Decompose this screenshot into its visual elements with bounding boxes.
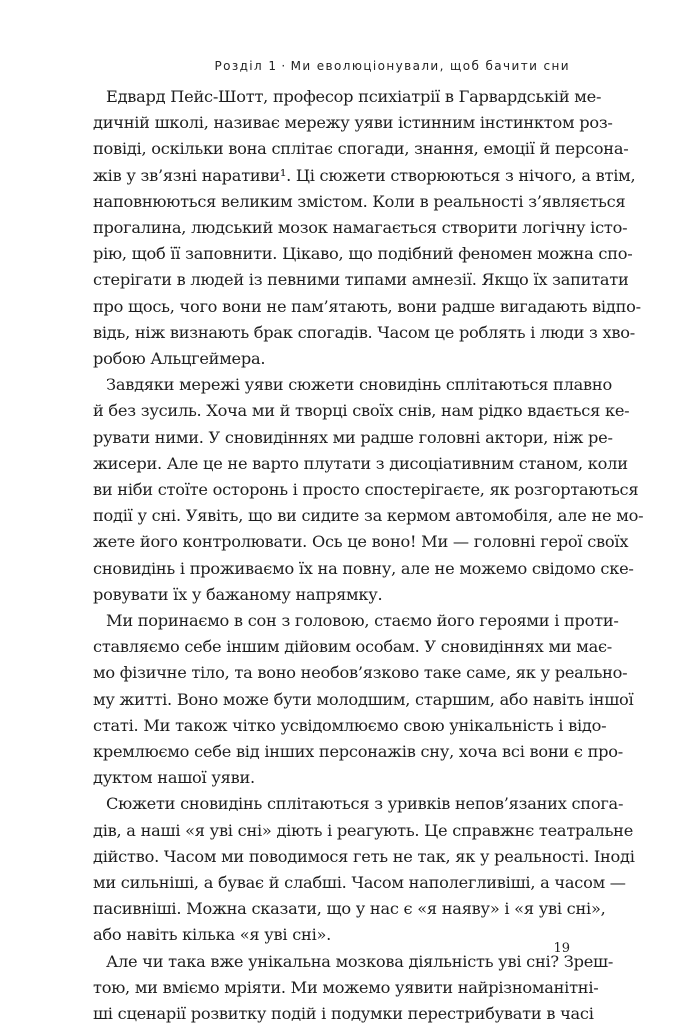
text-line: дів, а наші «я уві сні» діють і реагують. Це справжнє театральне xyxy=(93,820,634,840)
text-line: жів у зв’язні наративи¹. Ці сюжети створюються з нічого, а втім, xyxy=(93,165,636,185)
text-line: дуктом нашої уяви. xyxy=(93,768,255,788)
text-line: рувати ними. У сновидіннях ми радше головні актори, ніж ре- xyxy=(93,427,613,447)
text-line: Завдяки мережі уяви сюжети сновидінь сплітаються плавно xyxy=(106,375,612,395)
text-line: дійство. Часом ми поводимося геть не так, як у реальності. Іноді xyxy=(93,846,635,866)
text-line: ви ніби стоїте осторонь і просто спостерігаєте, як розгортаються xyxy=(93,480,639,499)
text-line: робою Альцгеймера. xyxy=(93,349,266,368)
text-line: прогалина, людський мозок намагається створити логічну істо- xyxy=(93,218,628,237)
text-line: й без зусиль. Хоча ми й творці своїх снів, нам рідко вдається ке- xyxy=(93,401,630,421)
text-line: статі. Ми також чітко усвідомлюємо свою унікальність і відо- xyxy=(93,715,607,735)
text-line: наповнюються великим змістом. Коли в реальності з’являється xyxy=(93,191,626,211)
text-line: мо фізичне тіло, та воно необов’язково таке саме, як у реально- xyxy=(93,663,628,683)
text-line: Ми поринаємо в сон з головою, стаємо його героями і проти- xyxy=(106,611,619,630)
text-line: стерігати в людей із певними типами амнезії. Якщо їх запитати xyxy=(93,270,629,290)
text-line: ставляємо себе іншим дійовим особам. У сновидіннях ми має- xyxy=(93,637,612,657)
text-line: Едвард Пейс-Шотт, професор психіатрії в Гарвардській ме- xyxy=(106,87,602,106)
running-head-chapter: Розділ 1 xyxy=(214,59,278,73)
text-line: жете його контролювати. Ось це воно! Ми — головні герої своїх xyxy=(93,532,629,552)
text-line: відь, ніж визнають брак спогадів. Часом це роблять і люди з хво- xyxy=(93,322,635,342)
page-number: 19 xyxy=(553,941,570,956)
text-line: кремлюємо себе від інших персонажів сну, хоча всі вони є про- xyxy=(93,742,623,761)
text-line: пасивніші. Можна сказати, що у нас є «я наяву» і «я уві сні», xyxy=(93,899,606,919)
text-line: сновидінь і проживаємо їх на повну, але не можемо свідомо ске- xyxy=(93,558,634,578)
text-line: ми сильніші, а буває й слабші. Часом наполегливіші, а часом — xyxy=(93,873,626,892)
text-line: ровувати їх у бажаному напрямку. xyxy=(93,584,383,604)
text-line: Сюжети сновидінь сплітаються з уривків непов’язаних спога- xyxy=(106,794,624,814)
text-line: тою, ми вміємо мріяти. Ми можемо уявити найрізноманітні- xyxy=(93,977,599,997)
text-line: або навіть кілька «я уві сні». xyxy=(93,925,332,945)
text-line: Але чи така вже унікальна мозкова діяльність уві сні? Зреш- xyxy=(106,951,614,971)
text-line: події у сні. Уявіть, що ви сидите за кермом автомобіля, але не мо- xyxy=(93,506,644,526)
text-line: про щось, чого вони не пам’ятають, вони радше вигадають відпо- xyxy=(93,296,641,316)
running-head-title: Ми еволюціонували, щоб бачити сни xyxy=(290,59,570,73)
text-line: жисери. Але це не варто плутати з дисоціативним станом, коли xyxy=(93,453,628,473)
text-line: дичній школі, називає мережу уяви істинним інстинктом роз- xyxy=(93,113,613,133)
text-line: ші сценарії розвитку подій і подумки перестрибувати в часі xyxy=(93,1004,594,1023)
text-line: повіді, оскільки вона сплітає спогади, знання, емоції й персона- xyxy=(93,139,629,159)
text-line: рію, щоб її заповнити. Цікаво, що подібний феномен можна спо- xyxy=(93,244,633,264)
running-head xyxy=(214,59,570,73)
text-line: му житті. Воно може бути молодшим, старшим, або навіть іншої xyxy=(93,689,634,709)
running-head-separator: · xyxy=(281,59,287,73)
